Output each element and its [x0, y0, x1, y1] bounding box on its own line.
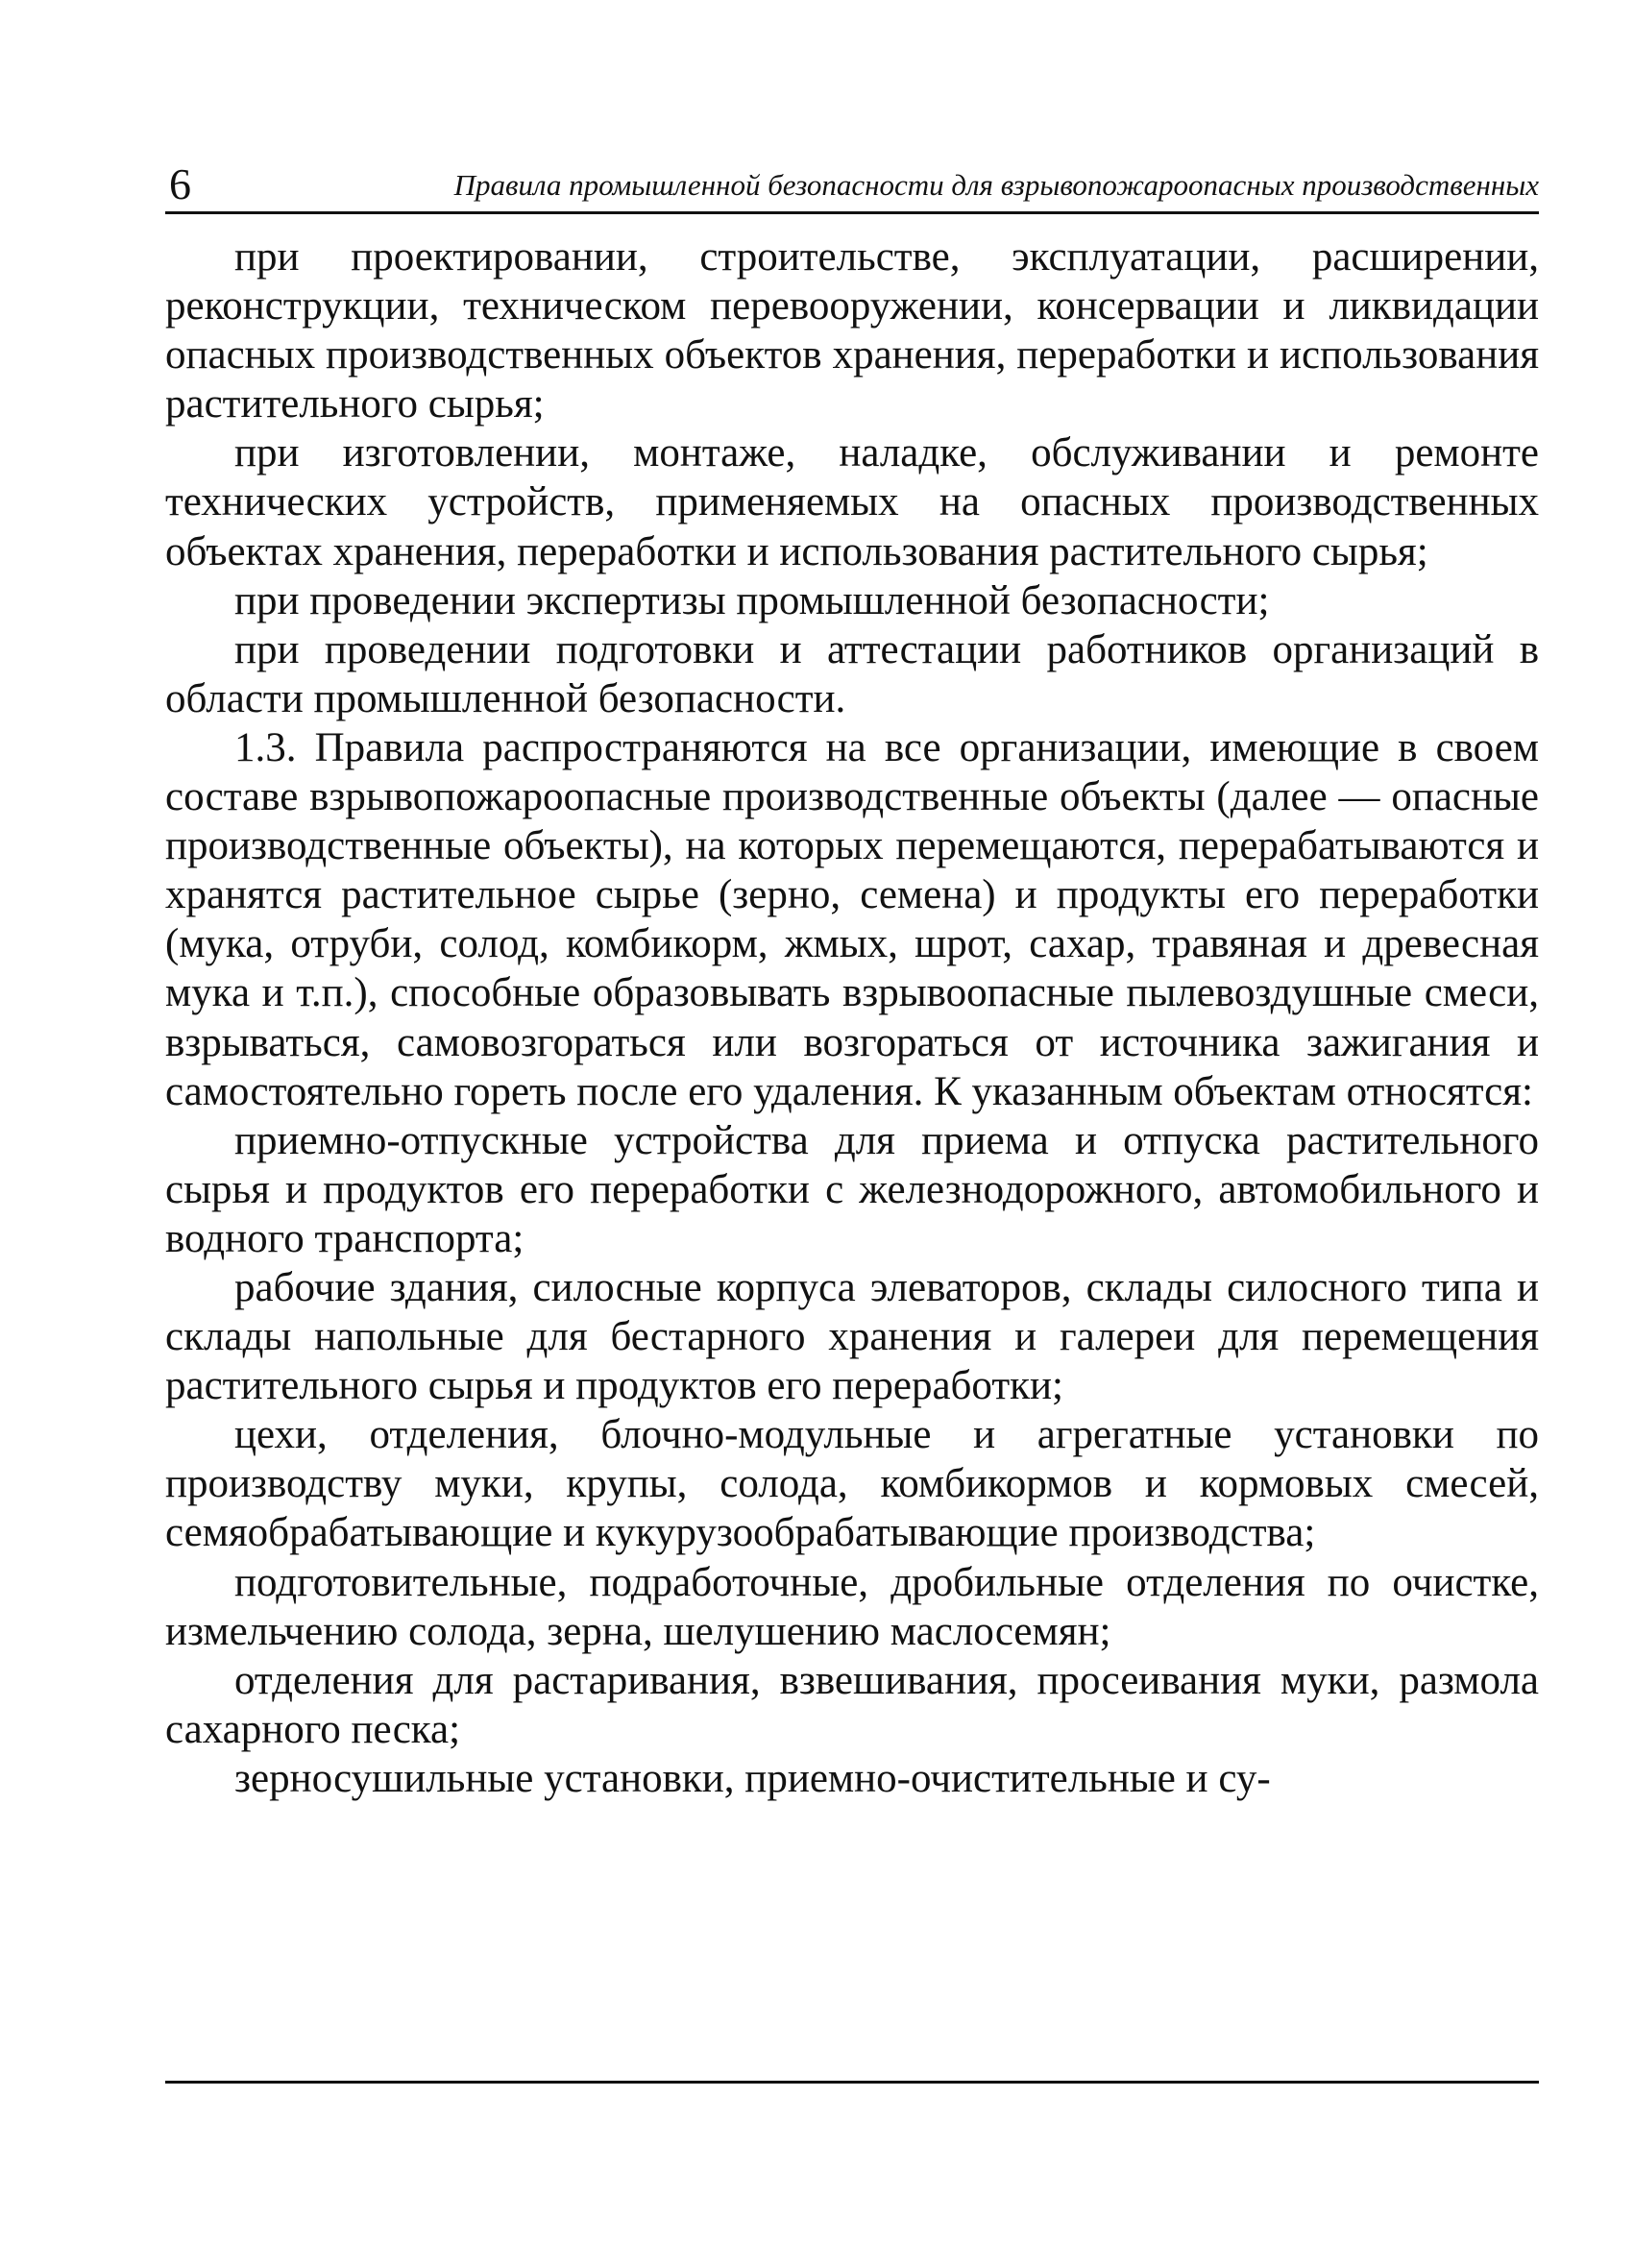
footer-rule	[165, 2081, 1539, 2084]
paragraph-receiving-devices: приемно-отпускные устройства для приема и отпуска растительного сырья и продуктов его переработки с железнодорожного, автомобильного и водного транспорта;	[165, 1117, 1539, 1261]
paragraph-preparatory-departments: подготовительные, подработочные, дробильные отделения по очистке, измельчению солода, зерна, шелушению маслосемян;	[165, 1559, 1539, 1654]
paragraph-production-workshops: цехи, отделения, блочно-модульные и агрегатные установки по производству муки, крупы, солода, комбикормов и кормовых смесей, семяобрабатывающие и кукурузообрабатывающие производства;	[165, 1412, 1539, 1556]
paragraph-design-construction: при проектировании, строительстве, эксплуатации, расширении, реконструкции, техническом перевооружении, консервации и ликвидации опасных производственных объектов хранения, переработки и использования растительного сырья;	[165, 234, 1539, 427]
paragraph-grain-dryers: зерносушильные установки, приемно-очистительные и су-	[234, 1755, 1271, 1801]
page-header	[165, 159, 1539, 216]
body-text	[165, 232, 1539, 1803]
running-title: Правила промышленной безопасности для взрывопожароопасных производственных	[453, 168, 1539, 202]
paragraph-working-buildings: рабочие здания, силосные корпуса элеваторов, склады силосного типа и склады напольные для бестарного хранения и галереи для перемещения растительного сырья и продуктов его переработки;	[165, 1264, 1539, 1409]
paragraph-section-1-3: 1.3. Правила распространяются на все организации, имеющие в своем составе взрывопожароопасные производственные объекты (далее — опасные производственные объекты), на которых перемещаются, перерабатываются и хранятся растительное сырье (зерно, семена) и продукты его переработки (мука, отруби, солод, комбикорм, жмых, шрот, сахар, травяная и древесная мука и т.п.), способные образовывать взрывоопасные пылевоздушные смеси, взрываться, самовозгораться или возгораться от источника зажигания и самостоятельно гореть после его удаления. К указанным объектам относятся:	[165, 724, 1539, 1114]
paragraph-technical-devices: при изготовлении, монтаже, наладке, обслуживании и ремонте технических устройств, применяемых на опасных производственных объектах хранения, переработки и использования растительного сырья;	[165, 430, 1539, 574]
paragraph-expertise: при проведении экспертизы промышленной безопасности;	[234, 577, 1270, 623]
paragraph-unpacking-departments: отделения для растаривания, взвешивания, просеивания муки, размола сахарного песка;	[165, 1657, 1539, 1752]
paragraph-training: при проведении подготовки и аттестации работников организаций в области промышленной безопасности.	[165, 626, 1539, 721]
page-number: 6	[169, 159, 191, 208]
header-rule	[165, 211, 1539, 214]
